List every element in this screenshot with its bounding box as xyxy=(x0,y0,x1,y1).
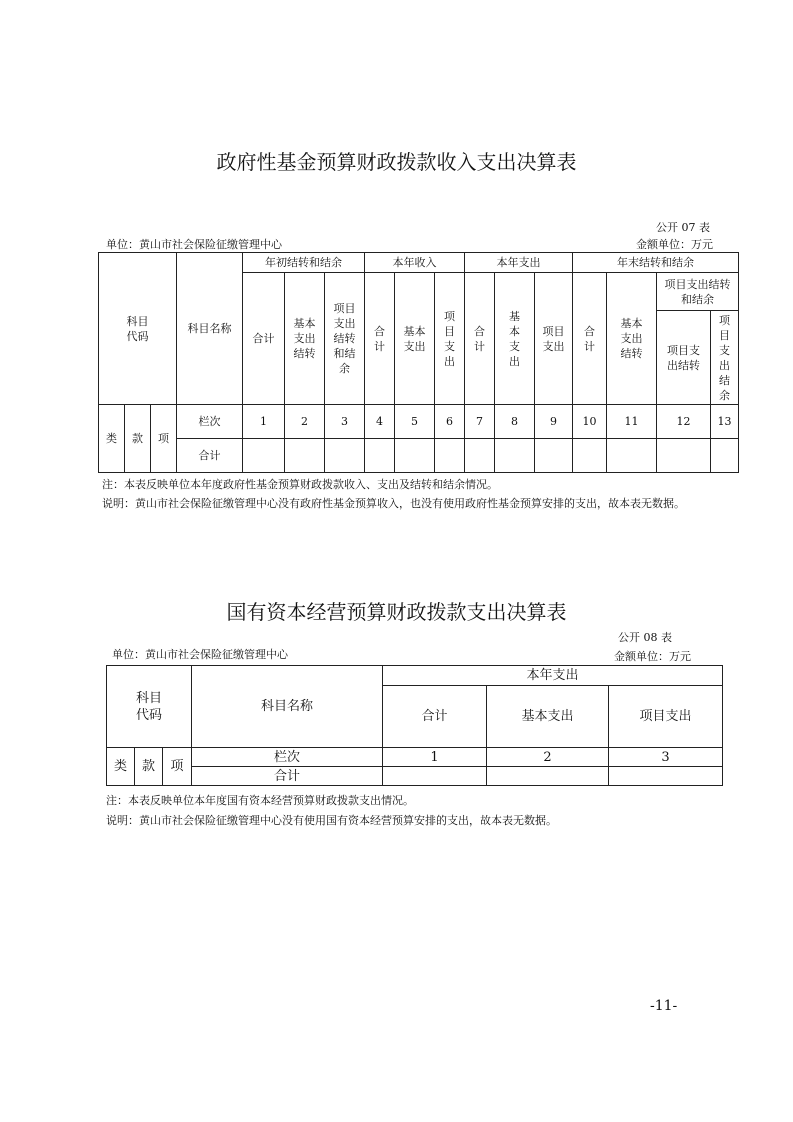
t2-empty-cell xyxy=(487,767,609,786)
t1-g4-basic: 基本支出结转 xyxy=(607,273,657,405)
t1-g3-project: 项目支出 xyxy=(535,273,573,405)
t1-colnum: 1 xyxy=(243,405,285,439)
t1-empty-cell xyxy=(535,439,573,473)
table2-amount-unit: 金额单位：万元 xyxy=(614,650,691,663)
t1-group-income: 本年收入 xyxy=(365,253,465,273)
t2-empty-cell xyxy=(609,767,723,786)
table1-grid xyxy=(98,252,739,473)
t2-col-project: 项目支出 xyxy=(609,686,723,748)
t1-colnum: 9 xyxy=(535,405,573,439)
t1-empty-cell xyxy=(285,439,325,473)
t1-colnum: 8 xyxy=(495,405,535,439)
t1-empty-cell xyxy=(607,439,657,473)
table2-title: 国有资本经营预算财政拨款支出决算表 xyxy=(226,600,567,624)
t1-empty-cell xyxy=(495,439,535,473)
t1-g1-basic: 基本支出结转 xyxy=(285,273,325,405)
t1-colnum: 2 xyxy=(285,405,325,439)
t2-row-column-label: 栏次 xyxy=(192,748,383,767)
t2-group-expense: 本年支出 xyxy=(383,666,723,686)
table2-grid xyxy=(106,665,723,786)
table1-note: 注：本表反映单位本年度政府性基金预算财政拨款收入、支出及结转和结余情况。 xyxy=(102,478,498,491)
t1-empty-cell xyxy=(325,439,365,473)
t1-group-expense: 本年支出 xyxy=(465,253,573,273)
t1-type-lei: 类 xyxy=(99,405,125,473)
table1-amount-unit: 金额单位：万元 xyxy=(636,238,713,251)
t1-g2-basic: 基本支出 xyxy=(395,273,435,405)
t1-row-total-label: 合计 xyxy=(177,439,243,473)
t1-group-opening: 年初结转和结余 xyxy=(243,253,365,273)
t1-g1-project: 项目支出结转和结余 xyxy=(325,273,365,405)
t1-empty-cell xyxy=(657,439,711,473)
t1-colnum: 6 xyxy=(435,405,465,439)
t1-subject-code-header: 科目代码 xyxy=(99,253,177,405)
table1-unit: 单位：黄山市社会保险征缴管理中心 xyxy=(106,238,282,251)
t2-colnum: 2 xyxy=(487,748,609,767)
t1-g4-total: 合计 xyxy=(573,273,607,405)
t1-colnum: 11 xyxy=(607,405,657,439)
t2-type-lei: 类 xyxy=(107,748,135,786)
t2-colnum: 3 xyxy=(609,748,723,767)
table1-explain: 说明：黄山市社会保险征缴管理中心没有政府性基金预算收入，也没有使用政府性基金预算安排的支出，故本表无数据。 xyxy=(102,497,685,510)
t1-g2-total: 合计 xyxy=(365,273,395,405)
t1-empty-cell xyxy=(395,439,435,473)
t1-g4-sub-carry: 项目支出结转 xyxy=(657,311,711,405)
t1-g4-sub-header: 项目支出结转和结余 xyxy=(657,273,739,311)
page-number: -11- xyxy=(650,998,678,1014)
t1-empty-cell xyxy=(573,439,607,473)
t2-subject-name-header: 科目名称 xyxy=(192,666,383,748)
t1-empty-cell xyxy=(243,439,285,473)
t1-g3-basic: 基本支出 xyxy=(495,273,535,405)
t1-colnum: 5 xyxy=(395,405,435,439)
t1-colnum: 12 xyxy=(657,405,711,439)
t1-g1-total: 合计 xyxy=(243,273,285,405)
t2-type-kuan: 款 xyxy=(135,748,163,786)
t2-row-total-label: 合计 xyxy=(192,767,383,786)
t1-g2-project: 项目支出 xyxy=(435,273,465,405)
t1-empty-cell xyxy=(465,439,495,473)
t1-group-closing: 年末结转和结余 xyxy=(573,253,739,273)
t2-col-basic: 基本支出 xyxy=(487,686,609,748)
t1-type-kuan: 款 xyxy=(125,405,151,473)
table1-title: 政府性基金预算财政拨款收入支出决算表 xyxy=(216,150,577,174)
t1-colnum: 4 xyxy=(365,405,395,439)
t2-type-xiang: 项 xyxy=(163,748,192,786)
t2-colnum: 1 xyxy=(383,748,487,767)
t1-row-column-label: 栏次 xyxy=(177,405,243,439)
t1-empty-cell xyxy=(711,439,739,473)
t1-colnum: 7 xyxy=(465,405,495,439)
table2-code: 公开 08 表 xyxy=(618,631,672,644)
table2-explain: 说明：黄山市社会保险征缴管理中心没有使用国有资本经营预算安排的支出，故本表无数据。 xyxy=(106,814,557,827)
t1-empty-cell xyxy=(365,439,395,473)
t1-colnum: 3 xyxy=(325,405,365,439)
t2-col-total: 合计 xyxy=(383,686,487,748)
t2-subject-code-header: 科目代码 xyxy=(107,666,192,748)
t2-empty-cell xyxy=(383,767,487,786)
table1-code: 公开 07 表 xyxy=(656,221,710,234)
table2-note: 注：本表反映单位本年度国有资本经营预算财政拨款支出情况。 xyxy=(106,794,414,807)
t1-colnum: 10 xyxy=(573,405,607,439)
t1-colnum: 13 xyxy=(711,405,739,439)
t1-g4-sub-balance: 项目支出结余 xyxy=(711,311,739,405)
table2-unit: 单位：黄山市社会保险征缴管理中心 xyxy=(112,648,288,661)
t1-type-xiang: 项 xyxy=(151,405,177,473)
t1-subject-name-header: 科目名称 xyxy=(177,253,243,405)
t1-g3-total: 合计 xyxy=(465,273,495,405)
t1-empty-cell xyxy=(435,439,465,473)
